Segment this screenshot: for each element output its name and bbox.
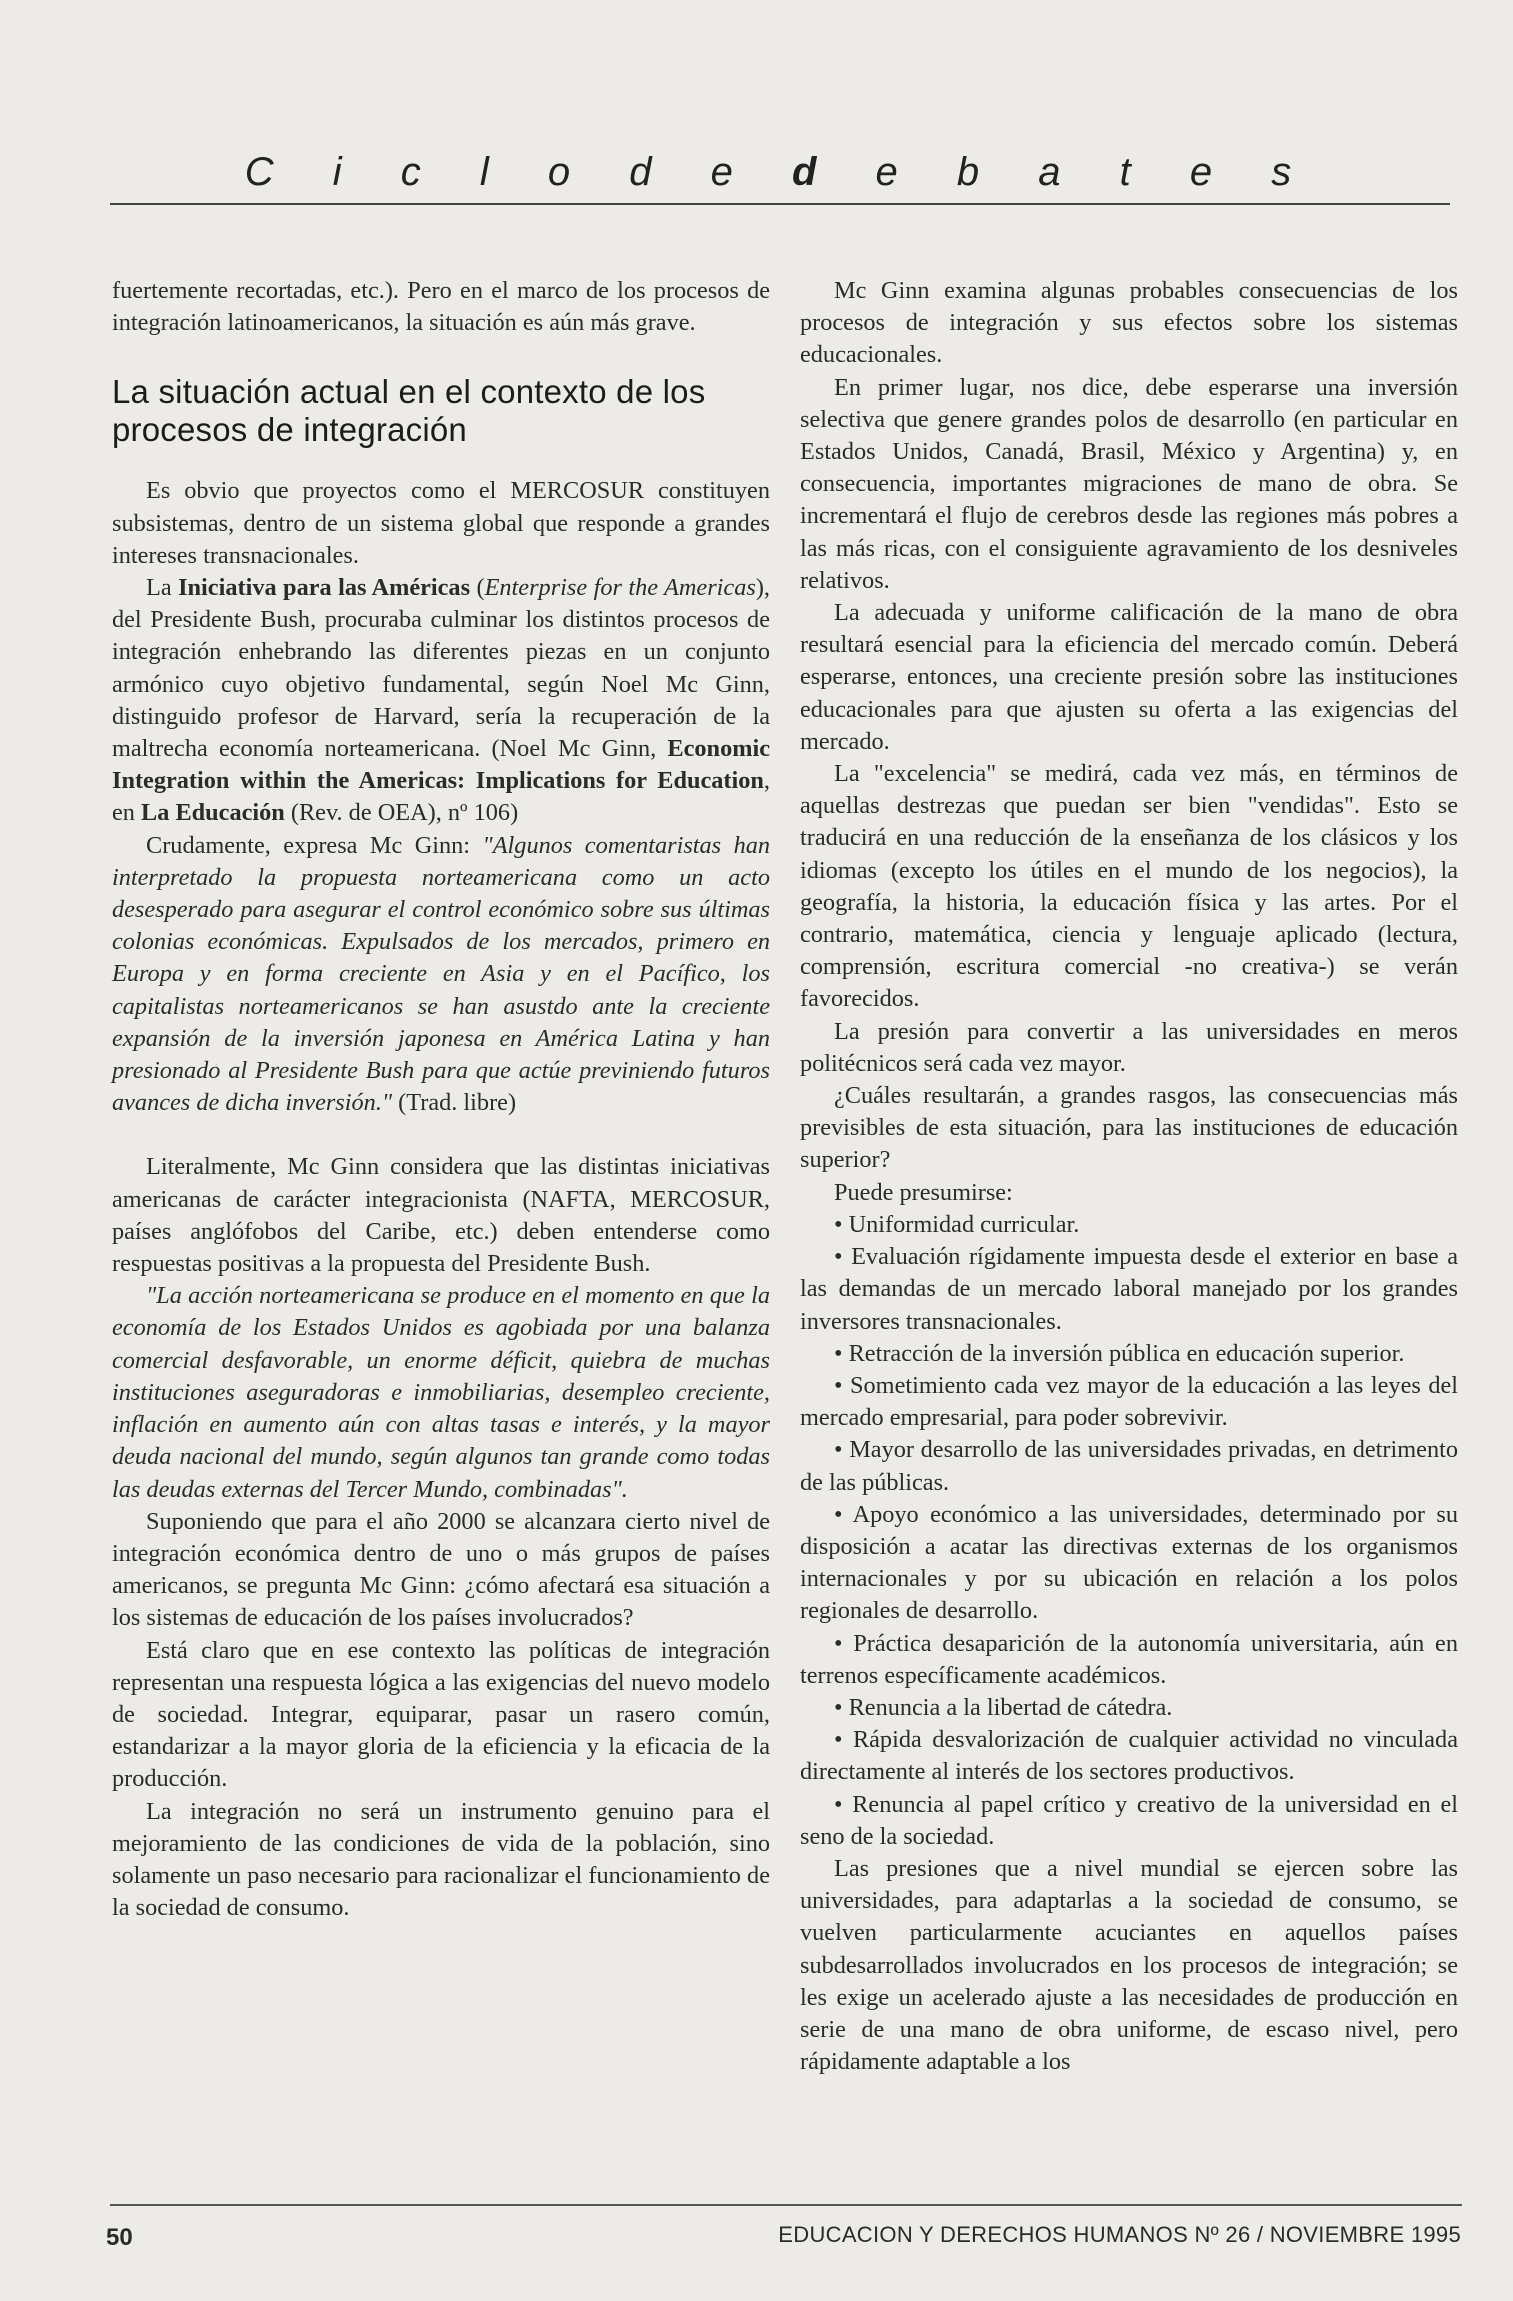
quotation: "La acción norteamericana se produce en el momento en que la economía de los Estados Unidos es agobiada por una balanza comercial desfavorable, un enorme déficit, quiebra de muchas instituciones aseguradoras e inmobiliarias, desempleo creciente, inflación en aumento aún con altas tasas e interés, y la mayor deuda nacional del mundo, según algunos tan grande como todas las deudas externas del Tercer Mundo, combinadas". xyxy=(112,1282,770,1503)
right-paragraph-1: En primer lugar, nos dice, debe esperarse una inversión selectiva que genere grandes polos de desarrollo (en particular en Estados Unidos, Canadá, Brasil, México y Argentina) y, en consecuencia, importantes migraciones de mano de obra. Se incrementará el flujo de cerebros desde las regiones más pobres a las más ricas, con el consiguiente agravamiento de los desniveles relativos. xyxy=(800,373,1458,594)
left-paragraph-0: fuertemente recortadas, etc.). Pero en el marco de los procesos de integración latinoamericanos, la situación es aún más grave. xyxy=(112,277,770,337)
left-paragraph-2 xyxy=(112,572,770,830)
text-run: , en xyxy=(112,767,770,827)
right-column xyxy=(800,275,1458,2078)
right-paragraph-5: ¿Cuáles resultarán, a grandes rasgos, las consecuencias más previsibles de esta situación, para las instituciones de educación superior? xyxy=(800,1082,1458,1174)
journal-footer: EDUCACION Y DERECHOS HUMANOS Nº 26 / NOVIEMBRE 1995 xyxy=(778,2222,1461,2247)
left-paragraph-6: Suponiendo que para el año 2000 se alcanzara cierto nivel de integración económica dentro de uno o más grupos de países americanos, se pregunta Mc Ginn: ¿cómo afectará esa situación a los sistemas de educación de los países involucrados? xyxy=(112,1507,770,1632)
list-item: • Renuncia a la libertad de cátedra. xyxy=(834,1693,1173,1721)
initiative-name: Iniciativa para las Américas xyxy=(178,574,471,602)
header-title-bold: d xyxy=(791,150,841,194)
cited-journal: La Educación xyxy=(141,799,285,827)
text-run: (Trad. libre) xyxy=(392,1089,517,1117)
header-rule xyxy=(110,203,1450,205)
list-item: • Sometimiento cada vez mayor de la educación a las leyes del mercado empresarial, para poder sobrevivir. xyxy=(800,1371,1458,1432)
left-column xyxy=(112,275,770,1924)
right-paragraph-4: La presión para convertir a las universidades en meros politécnicos será cada vez mayor. xyxy=(800,1017,1458,1077)
text-run: La xyxy=(146,574,179,602)
text-run: ), del Presidente Bush, procuraba culminar los distintos procesos de integración enhebrando las diferentes piezas en un conjunto armónico cuyo objetivo fundamental, según Noel Mc Ginn, distinguido profesor de Harvard, sería la recuperación de la maltrecha economía norteamericana. (Noel Mc Ginn, xyxy=(112,574,770,763)
left-paragraph-7: Está claro que en ese contexto las políticas de integración representan una respuesta lógica a las exigencias del nuevo modelo de sociedad. Integrar, equiparar, pasar un rasero común, estandarizar a la mayor gloria de la eficiencia y la eficacia de la producción. xyxy=(112,1636,770,1793)
list-item: • Práctica desaparición de la autonomía universitaria, aún en terrenos específicamente académicos. xyxy=(800,1629,1458,1689)
left-paragraph-3 xyxy=(112,830,770,1120)
header-title-pre: C i c l o d e xyxy=(244,150,792,194)
right-paragraph-6: Puede presumirse: xyxy=(834,1178,1013,1206)
text-run: Crudamente, expresa Mc Ginn: xyxy=(146,831,483,859)
left-paragraph-1: Es obvio que proyectos como el MERCOSUR constituyen subsistemas, dentro de un sistema global que responde a grandes intereses transnacionales. xyxy=(112,477,770,569)
text-run: ( xyxy=(470,574,485,602)
list-item: • Mayor desarrollo de las universidades privadas, en detrimento de las públicas. xyxy=(800,1436,1458,1496)
running-header xyxy=(110,150,1450,195)
right-paragraph-0: Mc Ginn examina algunas probables consecuencias de los procesos de integración y sus efectos sobre los sistemas educacionales. xyxy=(800,277,1458,369)
list-item: • Apoyo económico a las universidades, determinado por su disposición a acatar las directivas externas de los organismos internacionales y por su ubicación en relación a los polos regionales de desarrollo. xyxy=(800,1500,1458,1625)
right-paragraph-7: Las presiones que a nivel mundial se ejercen sobre las universidades, para adaptarlas a la sociedad de consumo, se vuelven particularmente acuciantes en aquellos países subdesarrollados involucrados en los procesos de integración; se les exige un acelerado ajuste a las necesidades de producción en serie de una mano de obra uniforme, de escaso nivel, pero rápidamente adaptable a los xyxy=(800,1854,1458,2076)
list-item: • Retracción de la inversión pública en educación superior. xyxy=(834,1339,1405,1367)
list-item: • Evaluación rígidamente impuesta desde el exterior en base a las demandas de un mercado laboral manejado por los grandes inversores transnacionales. xyxy=(800,1243,1458,1335)
quotation: "Algunos comentaristas han interpretado la propuesta norteamericana como un acto desesperado para asegurar el control económico sobre sus últimas colonias económicas. Expulsados de los mercados, primero en Europa y en forma creciente en Asia y en el Pacífico, los capitalistas norteamericanos se han asustdo ante la creciente expansión de la inversión japonesa en América Latina y han presionado al Presidente Bush para que actúe previniendo futuros avances de dicha inversión." xyxy=(112,831,771,1117)
text-run: (Rev. de OEA), nº 106) xyxy=(284,799,519,827)
list-item: • Rápida desvalorización de cualquier actividad no vinculada directamente al interés de los sectores productivos. xyxy=(800,1726,1458,1786)
list-item: • Uniformidad curricular. xyxy=(834,1210,1080,1238)
header-title-post: e b a t e s xyxy=(840,150,1316,194)
page-number: 50 xyxy=(106,2224,133,2251)
section-heading: La situación actual en el contexto de los procesos de integración xyxy=(112,373,706,449)
right-paragraph-3: La "excelencia" se medirá, cada vez más, en términos de aquellas destrezas que puedan ser bien "vendidas". Esto se traducirá en una reducción de la enseñanza de los clásicos y los idiomas (excepto los útiles en el mundo de los negocios), la geografía, la historia, la educación física y las artes. Por el contrario, matemática, ciencia y lenguaje aplicado (lectura, comprensión, escritura comercial -no creativa-) se verán favorecidos. xyxy=(800,760,1458,1013)
list-item: • Renuncia al papel crítico y creativo de la universidad en el seno de la sociedad. xyxy=(800,1790,1458,1850)
left-paragraph-4: Literalmente, Mc Ginn considera que las distintas iniciativas americanas de carácter integracionista (NAFTA, MERCOSUR, países anglófobos del Caribe, etc.) deben entenderse como respuestas positivas a la propuesta del Presidente Bush. xyxy=(112,1153,770,1278)
initiative-english-name: Enterprise for the Americas xyxy=(484,574,756,602)
cited-article-title: Economic Integration within the Americas: Implications for Education xyxy=(112,735,770,795)
left-paragraph-8: La integración no será un instrumento genuino para el mejoramiento de las condiciones de vida de la población, sino solamente un paso necesario para racionalizar el funcionamiento de la sociedad de consumo. xyxy=(112,1797,770,1922)
right-paragraph-2: La adecuada y uniforme calificación de la mano de obra resultará esencial para la eficiencia del mercado común. Deberá esperarse, entonces, una creciente presión sobre las instituciones educacionales para que ajusten su oferta a las exigencias del mercado. xyxy=(800,599,1458,755)
left-paragraph-5 xyxy=(112,1280,770,1505)
footer-rule xyxy=(110,2204,1462,2206)
